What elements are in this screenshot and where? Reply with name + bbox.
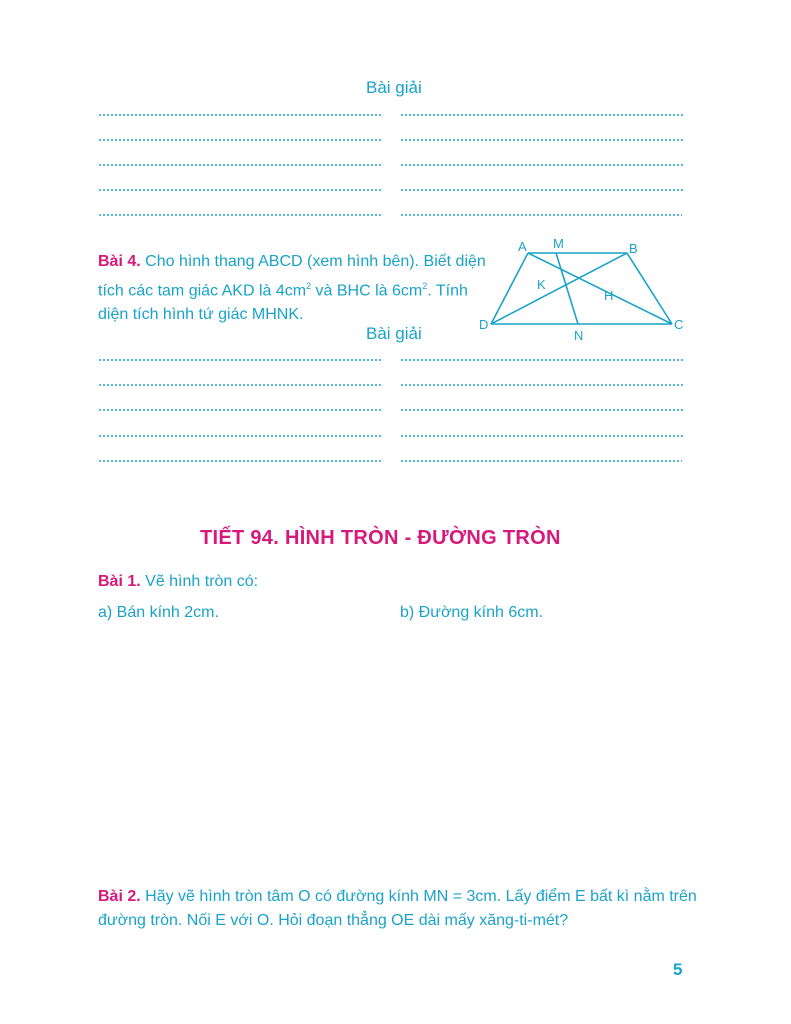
bai4-label: Bài 4. [98, 253, 141, 270]
bai4-line1: Cho hình thang ABCD (xem hình bên). Biết diện [145, 253, 486, 270]
superscript: 2 [422, 281, 428, 291]
trapezoid-figure [470, 232, 700, 347]
answer-line[interactable] [98, 359, 383, 361]
superscript: 2 [306, 281, 312, 291]
point-label-h: H [604, 288, 614, 303]
bai2-label: Bài 2. [98, 888, 141, 905]
page-number: 5 [673, 960, 683, 979]
section-title: TIẾT 94. HÌNH TRÒN - ĐƯỜNG TRÒN [200, 527, 561, 549]
bai1-problem [98, 570, 258, 594]
bai4-line3: diện tích hình tứ giác MHNK. [98, 306, 304, 324]
answer-line[interactable] [98, 214, 383, 216]
bai1-part-a: a) Bán kính 2cm. [98, 604, 219, 621]
solution-heading-top: Bài giải [366, 78, 422, 97]
bai1-label: Bài 1. [98, 573, 141, 590]
answer-line[interactable] [400, 114, 684, 116]
point-label-m: M [553, 236, 564, 251]
bai4-problem [98, 250, 490, 327]
point-label-k: K [537, 277, 546, 292]
answer-line[interactable] [400, 139, 684, 141]
answer-line[interactable] [400, 435, 684, 437]
bai1-text: Vẽ hình tròn có: [145, 573, 259, 590]
answer-line[interactable] [98, 164, 383, 166]
bai2-problem [98, 885, 698, 933]
answer-line[interactable] [98, 460, 383, 462]
solution-heading-bai4: Bài giải [366, 324, 422, 343]
answer-line[interactable] [98, 409, 383, 411]
answer-line[interactable] [400, 359, 684, 361]
answer-line[interactable] [98, 189, 383, 191]
bai4-line2-part: tích các tam giác AKD là 4cm [98, 282, 307, 300]
answer-line[interactable] [400, 384, 684, 386]
answer-line[interactable] [400, 164, 684, 166]
answer-line[interactable] [98, 384, 383, 386]
point-label-b: B [629, 241, 638, 256]
point-label-d: D [479, 317, 489, 332]
bai2-line1: Hãy vẽ hình tròn tâm O có đường kính MN = 3cm. Lấy điểm E bất kì nằm trên [145, 888, 697, 905]
bai4-line2-part: và BHC là 6cm [311, 282, 423, 300]
answer-line[interactable] [98, 139, 383, 141]
answer-line[interactable] [98, 435, 383, 437]
answer-line[interactable] [98, 114, 383, 116]
point-label-c: C [674, 317, 684, 332]
bai1-part-b: b) Đường kính 6cm. [400, 604, 544, 621]
bai4-line2-part: . Tính [427, 282, 468, 300]
answer-line[interactable] [400, 189, 684, 191]
point-label-n: N [574, 328, 584, 343]
answer-line[interactable] [400, 460, 682, 462]
answer-line[interactable] [400, 409, 684, 411]
answer-line[interactable] [400, 214, 682, 216]
point-label-a: A [518, 239, 527, 254]
bai2-line2: đường tròn. Nối E với O. Hỏi đoạn thẳng OE dài mấy xăng-ti-mét? [98, 912, 569, 929]
